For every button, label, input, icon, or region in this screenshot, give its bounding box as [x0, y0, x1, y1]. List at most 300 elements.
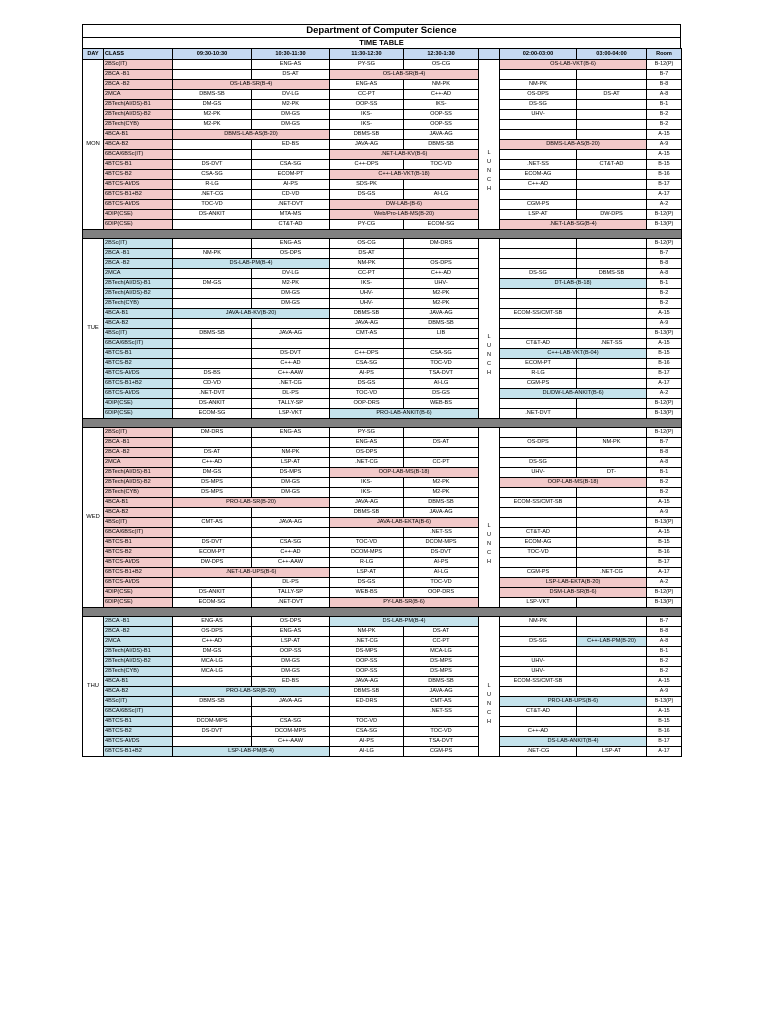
lecture-cell: DV-LG: [252, 269, 330, 279]
lecture-cell: CSA-SG: [173, 170, 252, 180]
class-name: 4BCA-B2: [104, 508, 173, 518]
room-cell: A-15: [647, 528, 682, 538]
lecture-cell: [404, 180, 479, 190]
table-row: [83, 110, 682, 120]
lecture-cell: [577, 399, 647, 409]
lecture-cell: ENG-AS: [252, 60, 330, 70]
lecture-cell: DS-DVT: [173, 727, 252, 737]
header-cell: CLASS: [104, 49, 173, 60]
room-cell: B-13(P): [647, 220, 682, 230]
lecture-cell: C++-AAW: [252, 737, 330, 747]
table-row: [83, 100, 682, 110]
lecture-cell: DCOM-MPS: [330, 548, 404, 558]
timetable-subtitle: TIME TABLE: [82, 37, 681, 48]
lecture-cell: [252, 150, 330, 160]
lecture-cell: OS-DPS: [500, 438, 577, 448]
header-row: [83, 49, 682, 60]
lecture-cell: TOC-VD: [404, 160, 479, 170]
table-row: [83, 140, 682, 150]
lecture-cell: MCA-LG: [173, 657, 252, 667]
lecture-cell: M2-PK: [173, 120, 252, 130]
lecture-cell: ENG-AS: [252, 428, 330, 438]
lecture-cell: DM-GS: [173, 468, 252, 478]
lecture-cell: [577, 428, 647, 438]
lecture-cell: JAVA-AG: [330, 677, 404, 687]
lecture-cell: [577, 120, 647, 130]
class-name: 4BSc(IT): [104, 329, 173, 339]
lecture-cell: DM-GS: [252, 667, 330, 677]
lecture-cell: UHV-: [404, 279, 479, 289]
lecture-cell: PY-SG: [330, 60, 404, 70]
day-separator: [83, 608, 682, 617]
class-name: 2MCA: [104, 90, 173, 100]
lab-cell: .NET-LAB-KV(B-6): [330, 150, 479, 160]
lecture-cell: DM-GS: [252, 110, 330, 120]
lecture-cell: [577, 717, 647, 727]
lecture-cell: [577, 528, 647, 538]
lecture-cell: DV-LG: [252, 90, 330, 100]
room-cell: B-12(P): [647, 210, 682, 220]
lecture-cell: [500, 299, 577, 309]
lecture-cell: DS-BS: [173, 369, 252, 379]
lecture-cell: [173, 299, 252, 309]
lunch-letter: C: [486, 550, 492, 556]
room-cell: A-9: [647, 508, 682, 518]
lab-cell: .NET-LAB-UPS(B-6): [173, 568, 330, 578]
table-row: [83, 120, 682, 130]
room-cell: B-15: [647, 349, 682, 359]
class-name: 2MCA: [104, 458, 173, 468]
lecture-cell: LSP-AT: [252, 637, 330, 647]
class-name: 4BCA-B1: [104, 309, 173, 319]
lab-cell: PRO-LAB-UPS(B-6): [500, 697, 647, 707]
lab-cell: DBMS-LAB-AS(B-20): [173, 130, 330, 140]
lecture-cell: JAVA-AG: [404, 309, 479, 319]
class-name: 4BCA-B1: [104, 498, 173, 508]
lecture-cell: ED-BS: [252, 140, 330, 150]
lunch-letter: L: [487, 523, 491, 529]
lecture-cell: UHV-: [500, 468, 577, 478]
lecture-cell: LSP-AT: [577, 747, 647, 757]
lecture-cell: [500, 190, 577, 200]
lecture-cell: IKS-: [404, 100, 479, 110]
lecture-cell: M2-PK: [252, 100, 330, 110]
lecture-cell: [577, 359, 647, 369]
class-name: 6BTCS-AI/DS: [104, 389, 173, 399]
lecture-cell: DBMS-SB: [173, 697, 252, 707]
lecture-cell: [252, 707, 330, 717]
lecture-cell: [173, 438, 252, 448]
lecture-cell: ENG-AS: [330, 438, 404, 448]
lecture-cell: M2-PK: [173, 110, 252, 120]
lecture-cell: OS-DPS: [330, 448, 404, 458]
department-title: Department of Computer Science: [82, 24, 681, 37]
class-name: 2BSc(IT): [104, 60, 173, 70]
table-row: [83, 259, 682, 269]
class-name: 4DIP(CSE): [104, 399, 173, 409]
lecture-cell: [577, 707, 647, 717]
lecture-cell: ECOM-PT: [173, 548, 252, 558]
lecture-cell: C++-AD: [404, 269, 479, 279]
room-cell: B-7: [647, 438, 682, 448]
lecture-cell: M2-PK: [404, 299, 479, 309]
lecture-cell: DBMS-SB: [404, 498, 479, 508]
lecture-cell: [404, 249, 479, 259]
class-name: 6BCA/6BSc(IT): [104, 707, 173, 717]
lab-cell: DS-LAB-PM(B-4): [330, 617, 479, 627]
lecture-cell: [500, 647, 577, 657]
lecture-cell: C++-AD: [252, 359, 330, 369]
class-name: 4DIP(CSE): [104, 210, 173, 220]
lab-cell: C++-LAB-PM(B-20): [577, 637, 647, 647]
room-cell: A-15: [647, 150, 682, 160]
lecture-cell: DW-DPS: [173, 558, 252, 568]
lecture-cell: MCA-LG: [173, 667, 252, 677]
table-row: [83, 309, 682, 319]
lecture-cell: [577, 657, 647, 667]
lunch-letter: H: [486, 719, 492, 725]
lecture-cell: OS-CG: [330, 239, 404, 249]
table-row: [83, 697, 682, 707]
lecture-cell: CMT-AS: [404, 697, 479, 707]
lecture-cell: ENG-AS: [252, 239, 330, 249]
lunch-column: [479, 617, 500, 757]
lab-cell: DS-LAB-ANKIT(B-4): [500, 737, 647, 747]
table-row: [83, 349, 682, 359]
class-name: 4BCA-B2: [104, 140, 173, 150]
lecture-cell: R-LG: [330, 558, 404, 568]
lecture-cell: [577, 180, 647, 190]
lecture-cell: CC-PT: [404, 637, 479, 647]
lecture-cell: UHV-: [500, 110, 577, 120]
lecture-cell: NM-PK: [330, 259, 404, 269]
lecture-cell: JAVA-AG: [404, 130, 479, 140]
lecture-cell: WEB-BS: [330, 588, 404, 598]
lunch-column: [479, 428, 500, 608]
header-cell: 09:30-10:30: [173, 49, 252, 60]
lecture-cell: CC-PT: [330, 269, 404, 279]
lecture-cell: .NET-SS: [500, 160, 577, 170]
table-row: [83, 269, 682, 279]
lecture-cell: CD-VD: [252, 190, 330, 200]
room-cell: B-8: [647, 259, 682, 269]
table-row: [83, 130, 682, 140]
lab-cell: C++-LAB-VKT(B-18): [330, 170, 479, 180]
lecture-cell: DS-GS: [330, 578, 404, 588]
lecture-cell: [577, 498, 647, 508]
table-row: [83, 249, 682, 259]
lecture-cell: [500, 150, 577, 160]
table-row: [83, 180, 682, 190]
lecture-cell: [252, 438, 330, 448]
room-cell: B-17: [647, 369, 682, 379]
lunch-letter: C: [486, 177, 492, 183]
table-row: [83, 468, 682, 478]
lecture-cell: [500, 627, 577, 637]
lecture-cell: .NET-CG: [577, 568, 647, 578]
lunch-letter: U: [486, 692, 492, 698]
lecture-cell: C++-AD: [500, 180, 577, 190]
lecture-cell: [577, 627, 647, 637]
lecture-cell: NM-PK: [330, 627, 404, 637]
lecture-cell: [500, 259, 577, 269]
room-cell: B-17: [647, 737, 682, 747]
lecture-cell: DCOM-MPS: [404, 538, 479, 548]
lecture-cell: [500, 488, 577, 498]
lecture-cell: TOC-VD: [330, 538, 404, 548]
lecture-cell: DS-SG: [500, 637, 577, 647]
class-name: 6DIP(CSE): [104, 220, 173, 230]
lecture-cell: [173, 319, 252, 329]
lecture-cell: ECOM-SS/CMT-SB: [500, 498, 577, 508]
lecture-cell: [173, 289, 252, 299]
table-row: [83, 617, 682, 627]
class-name: 6BTCS-B1+B2: [104, 568, 173, 578]
lecture-cell: DM-GS: [173, 647, 252, 657]
table-row: [83, 80, 682, 90]
room-cell: B-13(P): [647, 697, 682, 707]
lecture-cell: [500, 239, 577, 249]
lecture-cell: [577, 100, 647, 110]
lecture-cell: CT&T-AD: [252, 220, 330, 230]
room-cell: B-7: [647, 70, 682, 80]
class-name: 4BTCS-B1: [104, 717, 173, 727]
room-cell: B-16: [647, 359, 682, 369]
table-row: [83, 409, 682, 419]
lecture-cell: M2-PK: [404, 289, 479, 299]
lecture-cell: OS-DPS: [404, 259, 479, 269]
table-row: [83, 458, 682, 468]
lecture-cell: DS-AT: [577, 90, 647, 100]
lecture-cell: [404, 339, 479, 349]
lecture-cell: [577, 259, 647, 269]
lecture-cell: [173, 349, 252, 359]
lecture-cell: [577, 448, 647, 458]
table-row: [83, 448, 682, 458]
room-cell: B-15: [647, 160, 682, 170]
lecture-cell: [500, 329, 577, 339]
lecture-cell: OOP-SS: [330, 657, 404, 667]
table-row: [83, 578, 682, 588]
room-cell: B-8: [647, 448, 682, 458]
lab-cell: PY-LAB-SR(B-6): [330, 598, 479, 608]
class-name: 4BTCS-B1: [104, 538, 173, 548]
table-row: [83, 657, 682, 667]
lecture-cell: C++-AD: [173, 637, 252, 647]
lecture-cell: [500, 319, 577, 329]
class-name: 4BTCS-B1: [104, 349, 173, 359]
class-name: 6DIP(CSE): [104, 598, 173, 608]
lecture-cell: DBMS-SB: [330, 130, 404, 140]
lecture-cell: [404, 448, 479, 458]
lecture-cell: DS-ANKIT: [173, 399, 252, 409]
header-cell: Room: [647, 49, 682, 60]
table-row: [83, 548, 682, 558]
lecture-cell: TSA-DVT: [404, 369, 479, 379]
table-row: [83, 647, 682, 657]
table-row: [83, 170, 682, 180]
lab-cell: PRO-LAB-ANKIT(B-6): [330, 409, 479, 419]
lecture-cell: CGM-PS: [404, 747, 479, 757]
lecture-cell: ED-DRS: [330, 697, 404, 707]
class-name: 2BCA -B1: [104, 70, 173, 80]
lecture-cell: AI-PS: [330, 737, 404, 747]
lecture-cell: DS-DVT: [404, 548, 479, 558]
lecture-cell: ECOM-SG: [173, 409, 252, 419]
lab-cell: LSP-LAB-PM(B-4): [173, 747, 330, 757]
table-row: [83, 558, 682, 568]
table-row: [83, 190, 682, 200]
lecture-cell: [173, 60, 252, 70]
lecture-cell: CSA-SG: [404, 349, 479, 359]
lecture-cell: LSP-AT: [330, 568, 404, 578]
lunch-letter: U: [486, 343, 492, 349]
class-name: 4BTCS-B2: [104, 727, 173, 737]
lab-cell: JAVA-LAB-EKTA(B-6): [330, 518, 479, 528]
class-name: 2BTech(AI/DS)-B1: [104, 468, 173, 478]
lecture-cell: NM-PK: [500, 617, 577, 627]
lecture-cell: OS-DPS: [173, 627, 252, 637]
lecture-cell: DS-GS: [404, 389, 479, 399]
lecture-cell: DS-GS: [330, 379, 404, 389]
header-cell: 02:00-03:00: [500, 49, 577, 60]
lecture-cell: [500, 508, 577, 518]
lecture-cell: ECOM-AG: [500, 538, 577, 548]
lecture-cell: CT&T-AD: [500, 339, 577, 349]
lecture-cell: OOP-SS: [252, 647, 330, 657]
lecture-cell: [173, 140, 252, 150]
lecture-cell: DS-AT: [404, 438, 479, 448]
lecture-cell: [577, 458, 647, 468]
lecture-cell: CT&T-AD: [500, 528, 577, 538]
lecture-cell: PY-SG: [330, 428, 404, 438]
lecture-cell: [577, 170, 647, 180]
room-cell: B-13(P): [647, 598, 682, 608]
table-row: [83, 637, 682, 647]
lecture-cell: OS-CG: [404, 60, 479, 70]
lunch-letter: H: [486, 370, 492, 376]
room-cell: B-8: [647, 80, 682, 90]
lecture-cell: DS-MPS: [252, 468, 330, 478]
lecture-cell: NM-PK: [500, 80, 577, 90]
lecture-cell: DBMS-SB: [330, 687, 404, 697]
class-name: 2BTech(CYB): [104, 667, 173, 677]
lecture-cell: .NET-SS: [404, 707, 479, 717]
room-cell: B-8: [647, 627, 682, 637]
lecture-cell: CSA-SG: [330, 727, 404, 737]
class-name: 4BCA-B2: [104, 687, 173, 697]
room-cell: A-2: [647, 578, 682, 588]
table-row: [83, 359, 682, 369]
lecture-cell: AI-LG: [404, 568, 479, 578]
lecture-cell: [173, 508, 252, 518]
lecture-cell: [500, 428, 577, 438]
table-row: [83, 389, 682, 399]
lecture-cell: R-LG: [500, 369, 577, 379]
lecture-cell: C++-DPS: [330, 160, 404, 170]
lecture-cell: [577, 598, 647, 608]
class-name: 4BCA-B1: [104, 677, 173, 687]
room-cell: A-2: [647, 389, 682, 399]
lecture-cell: ECOM-AG: [500, 170, 577, 180]
class-name: 2BTech(AI/DS)-B2: [104, 110, 173, 120]
day-label: TUE: [83, 239, 104, 419]
lecture-cell: PY-CG: [330, 220, 404, 230]
class-name: 2BTech(CYB): [104, 120, 173, 130]
lab-cell: DL/DW-LAB-ANKIT(B-6): [500, 389, 647, 399]
lab-cell: PRO-LAB-SR(B-20): [173, 498, 330, 508]
lecture-cell: [577, 200, 647, 210]
class-name: 4BTCS-B2: [104, 359, 173, 369]
lecture-cell: [173, 578, 252, 588]
lecture-cell: TSA-DVT: [404, 737, 479, 747]
table-row: [83, 299, 682, 309]
lecture-cell: UHV-: [330, 299, 404, 309]
lecture-cell: DS-AT: [404, 627, 479, 637]
lab-cell: .NET-LAB-SG(B-4): [500, 220, 647, 230]
lecture-cell: ECOM-SS/CMT-SB: [500, 309, 577, 319]
room-cell: B-12(P): [647, 428, 682, 438]
class-name: 6DIP(CSE): [104, 409, 173, 419]
lecture-cell: DCOM-MPS: [252, 727, 330, 737]
lecture-cell: JAVA-AG: [252, 518, 330, 528]
table-row: [83, 239, 682, 249]
table-row: [83, 538, 682, 548]
class-name: 2BCA -B1: [104, 438, 173, 448]
lecture-cell: C++-AD: [500, 727, 577, 737]
lecture-cell: IKS-: [330, 120, 404, 130]
class-name: 4BCA-B2: [104, 319, 173, 329]
lecture-cell: JAVA-AG: [252, 697, 330, 707]
lunch-letter: C: [486, 361, 492, 367]
lecture-cell: CSA-SG: [252, 717, 330, 727]
class-name: 2BCA -B2: [104, 448, 173, 458]
lecture-cell: DS-DVT: [252, 349, 330, 359]
lecture-cell: CMT-AS: [173, 518, 252, 528]
room-cell: A-8: [647, 458, 682, 468]
lecture-cell: DS-SG: [500, 100, 577, 110]
room-cell: A-15: [647, 130, 682, 140]
lecture-cell: SDS-PK: [330, 180, 404, 190]
lecture-cell: CT&T-AD: [500, 707, 577, 717]
table-row: [83, 200, 682, 210]
lecture-cell: [577, 488, 647, 498]
room-cell: B-12(P): [647, 399, 682, 409]
lecture-cell: DS-MPS: [173, 488, 252, 498]
class-name: 6BCA/6BSc(IT): [104, 339, 173, 349]
lecture-cell: CGM-PS: [500, 200, 577, 210]
table-row: [83, 70, 682, 80]
room-cell: B-12(P): [647, 588, 682, 598]
lecture-cell: [577, 727, 647, 737]
lecture-cell: [577, 249, 647, 259]
lecture-cell: ECOM-PT: [500, 359, 577, 369]
lecture-cell: DT-: [577, 468, 647, 478]
table-row: [83, 588, 682, 598]
lunch-column: [479, 60, 500, 230]
lecture-cell: AI-LG: [404, 379, 479, 389]
lab-cell: OOP-LAB-MS(B-18): [500, 478, 647, 488]
lab-cell: OS-LAB-VKT(B-6): [500, 60, 647, 70]
lecture-cell: DBMS-SB: [330, 508, 404, 518]
room-cell: A-17: [647, 379, 682, 389]
lecture-cell: ECOM-SS/CMT-SB: [500, 677, 577, 687]
class-name: 4BSc(IT): [104, 697, 173, 707]
lecture-cell: [173, 239, 252, 249]
room-cell: B-2: [647, 289, 682, 299]
lunch-letter: U: [486, 532, 492, 538]
lecture-cell: LSP-AT: [252, 458, 330, 468]
